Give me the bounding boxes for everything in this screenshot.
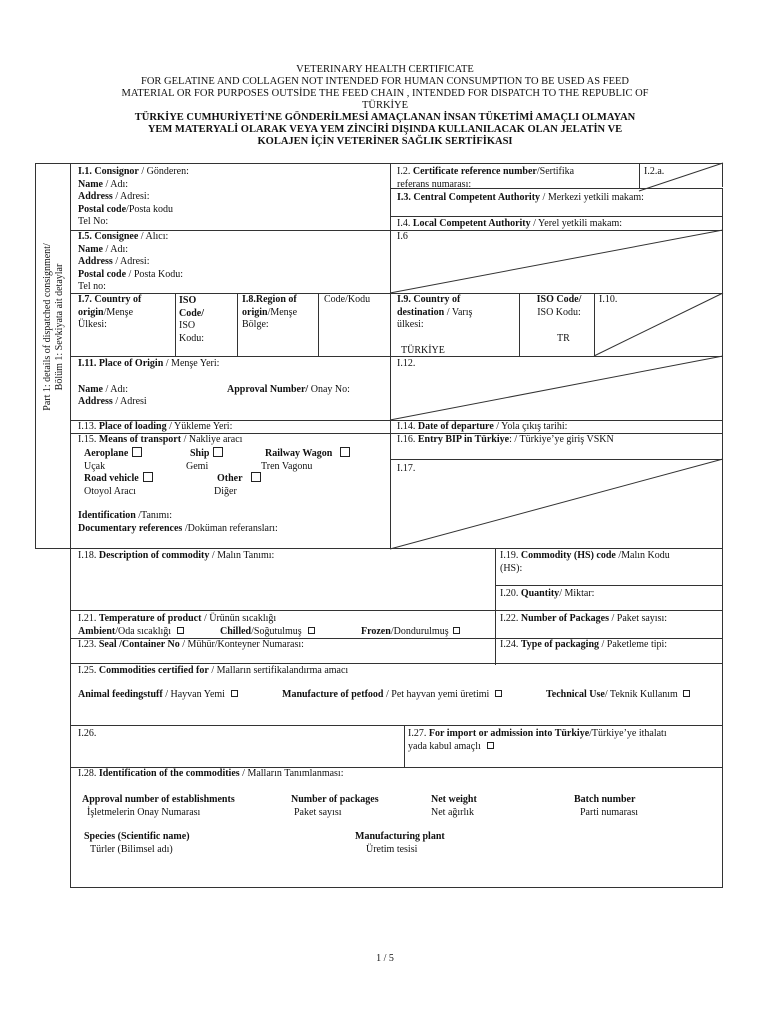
import-checkbox[interactable] (487, 742, 494, 749)
place-of-origin-name: Name / Adı: (78, 384, 129, 395)
country-of-origin-section: I.7. Country of origin/Menşe Ülkesi: (78, 294, 142, 331)
origin-iso-code: ISO Code/ ISO Kodu: (179, 295, 204, 344)
temperature-ambient: Ambient/Oda sıcaklığı (78, 626, 184, 639)
petfood-checkbox[interactable] (495, 690, 502, 697)
packaging-type-section: I.24. Type of packaging / Paketleme tipi: (500, 639, 668, 650)
place-of-origin-address: Address / Adresi (78, 396, 147, 407)
transport-ship: Ship Gemi (190, 447, 223, 473)
technical-use-checkbox[interactable] (683, 690, 690, 697)
animal-feed-checkbox[interactable] (231, 690, 238, 697)
certificate-reference-section: I.2. Certificate reference number/Sertifika referans numarası: (397, 166, 575, 190)
approval-establishments-column: Approval number of establishments İşletmelerin Onay Numarası (82, 794, 235, 818)
page-number: 1 / 5 (376, 953, 394, 964)
quantity-section: I.20. Quantity/ Miktar: (500, 588, 595, 599)
certificate-reference-2a: I.2.a. (644, 166, 665, 177)
chilled-checkbox[interactable] (308, 627, 315, 634)
ship-checkbox[interactable] (213, 447, 223, 457)
central-authority-section: I.3. Central Competent Authority / Merkezi yetkili makam: (397, 192, 644, 203)
header-tr-line: YEM MATERYALİ OLARAK VEYA YEM ZİNCİRİ DIŞINDA KULLANILACAK OLAN JELATİN VE (147, 124, 623, 135)
transport-railway: Railway Wagon Tren Vagonu (265, 447, 350, 473)
country-of-destination-section: I.9. Country of destination / Varış ülkesi: (397, 294, 473, 331)
i10-section: I.10. (599, 294, 618, 305)
other-checkbox[interactable] (251, 472, 261, 482)
header-line: MATERIAL OR FOR PURPOSES OUTSİDE THE FEED CHAIN , INTENDED FOR DISPATCH TO THE REPUBLIC OF (121, 88, 649, 99)
header-line: FOR GELATINE AND COLLAGEN NOT INTENDED FOR HUMAN CONSUMPTION TO BE USED AS FEED (141, 76, 629, 87)
commodities-certified-section: I.25. Commodities certified for / Malların sertifikalandırma amacı (78, 665, 349, 676)
railway-checkbox[interactable] (340, 447, 350, 457)
certified-technical-use: Technical Use/ Teknik Kullanım (546, 689, 690, 702)
ambient-checkbox[interactable] (177, 627, 184, 634)
transport-identification: Identification /Tanımı: Documentary references /Doküman referansları: (78, 510, 278, 534)
header-tr-line: KOLAJEN İÇİN VETERİNER SAĞLIK SERTİFİKASI (257, 136, 513, 147)
consignee-section: I.5. Consignee / Alıcı: Name / Adı: Address / Adresi: Postal code / Posta Kodu: Tel no: (78, 231, 183, 293)
header-title: VETERINARY HEALTH CERTIFICATE (296, 64, 474, 75)
temperature-section: I.21. Temperature of product / Ürünün sıcaklığı (78, 613, 277, 624)
transport-aeroplane: Aeroplane Uçak (84, 447, 142, 473)
i17-section: I.17. (397, 463, 416, 474)
temperature-frozen: Frozen/Dondurulmuş (361, 626, 460, 639)
i12-diagonal (390, 356, 723, 420)
i17-diagonal (390, 459, 723, 549)
i2a-diagonal (639, 163, 723, 191)
commodity-identification-section: I.28. Identification of the commodities / Malların Tanımlanması: (78, 768, 344, 779)
batch-number-column: Batch number Parti numarası (574, 794, 639, 818)
place-of-origin-section: I.11. Place of Origin / Menşe Yeri: (78, 358, 220, 369)
consignor-section: I.1. Consignor / Gönderen: Name / Adı: Address / Adresi: Postal code/Posta kodu Tel No: (78, 166, 189, 228)
road-checkbox[interactable] (143, 472, 153, 482)
transport-road: Road vehicle Otoyol Aracı (84, 472, 153, 498)
certificate-header (70, 64, 700, 148)
commodity-description-section: I.18. Description of commodity / Malın Tanımı: (78, 550, 275, 561)
entry-bip-section: I.16. Entry BIP in Türkiye: / Türkiye’ye giriş VSKN (397, 434, 614, 445)
approval-number: Approval Number/ Onay No: (227, 384, 350, 395)
i6-diagonal (390, 230, 723, 293)
region-of-origin-section: I.8.Region of origin/Menşe Bölge: (242, 294, 298, 331)
hs-code-section: I.19. Commodity (HS) code /Malın Kodu (HS): (500, 550, 670, 574)
i26-section: I.26. (78, 728, 97, 739)
number-of-packages-column: Number of packages Paket sayısı (291, 794, 379, 818)
certified-animal-feed: Animal feedingstuff / Hayvan Yemi (78, 689, 238, 702)
i10-diagonal (594, 293, 723, 356)
species-column: Species (Scientific name) Türler (Bilimsel adı) (84, 831, 190, 855)
date-of-departure-section: I.14. Date of departure / Yola çıkış tarihi: (397, 421, 568, 432)
means-of-transport-section: I.15. Means of transport / Nakliye aracı (78, 434, 243, 445)
destination-iso-code: ISO Code/ ISO Kodu: (536, 294, 582, 318)
destination-iso-value: TR (557, 333, 570, 344)
import-admission-section: I.27. For import or admission into Türkiye/Türkiye’ye ithalatı yada kabul amaçlı (408, 728, 667, 752)
transport-other: Other Diğer (217, 472, 261, 498)
manufacturing-plant-column: Manufacturing plant Üretim tesisi (355, 831, 445, 855)
destination-value: TÜRKİYE (401, 345, 445, 356)
frozen-checkbox[interactable] (453, 627, 460, 634)
seal-container-section: I.23. Seal /Container No / Mühür/Konteyner Numarası: (78, 639, 304, 650)
number-of-packages-section: I.22. Number of Packages / Paket sayısı: (500, 613, 668, 624)
certified-petfood: Manufacture of petfood / Pet hayvan yemi üretimi (282, 689, 502, 702)
net-weight-column: Net weight Net ağırlık (431, 794, 477, 818)
i6-section: I.6 (397, 231, 408, 242)
local-authority-section: I.4. Local Competent Authority / Yerel yetkili makam: (397, 218, 623, 229)
place-of-loading-section: I.13. Place of loading / Yükleme Yeri: (78, 421, 233, 432)
part1-side-label: Part 1: details of dispatched consignment/ Bölüm 1: Sevkiyata ait detaylar (42, 243, 65, 411)
temperature-chilled: Chilled/Soğutulmuş (220, 626, 315, 639)
header-tr-line: TÜRKİYE CUMHURİYETİ'NE GÖNDERİLMESİ AMAÇLANAN İNSAN TÜKETİMİ AMAÇLI OLMAYAN (134, 112, 636, 123)
i12-section: I.12. (397, 358, 416, 369)
aeroplane-checkbox[interactable] (132, 447, 142, 457)
header-line: TÜRKİYE (361, 100, 409, 111)
region-code: Code/Kodu (324, 294, 371, 305)
